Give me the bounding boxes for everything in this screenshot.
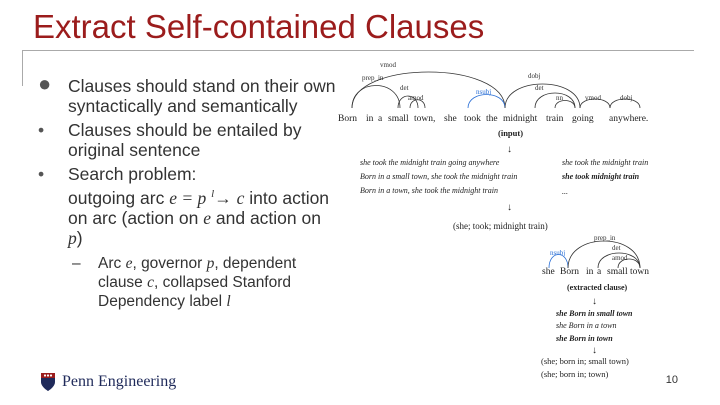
- down-arrow-icon: ↓: [592, 296, 597, 307]
- arc-label: vmod: [585, 94, 601, 102]
- arc-nn: [555, 101, 575, 109]
- penn-engineering-logo: [40, 369, 176, 395]
- bottom-sentence: [542, 267, 649, 277]
- arc-det: [598, 253, 640, 268]
- arc-det-2: [535, 93, 575, 108]
- word: going: [572, 114, 594, 124]
- arc-label: dobj: [620, 94, 633, 102]
- arc-label: nsubj: [550, 249, 566, 257]
- slide-title: Extract Self-contained Clauses: [33, 8, 485, 45]
- bullet-item: [38, 120, 338, 160]
- bullet-list: [38, 71, 338, 311]
- extracted-list: [555, 309, 633, 343]
- math-c: c: [147, 273, 155, 291]
- input-label: (input): [498, 128, 524, 138]
- math-c: c: [236, 187, 245, 208]
- candidate: she took the midnight train going anywhere: [360, 158, 500, 167]
- candidate-list-right: [561, 158, 648, 196]
- page-number: 10: [665, 374, 678, 386]
- down-arrow-icon: ↓: [507, 144, 512, 155]
- candidate-list-left: [360, 158, 517, 195]
- word: in: [366, 114, 374, 124]
- math-arrow: $^l$→: [211, 187, 232, 208]
- sub-bullet: [38, 254, 338, 311]
- sub-bullet-dash-icon: –: [72, 254, 81, 272]
- arc-nsubj: [549, 255, 568, 269]
- word: she: [444, 114, 457, 124]
- math-e: e: [203, 207, 212, 228]
- bullet-item: [38, 164, 338, 248]
- input-sentence: [338, 114, 648, 124]
- title-rule-vertical: [22, 50, 23, 86]
- arc-label: prep_in: [362, 74, 384, 82]
- word: a: [378, 114, 383, 124]
- arc-label: amod: [408, 94, 424, 102]
- sub-text: , dependent clause: [98, 254, 297, 291]
- word: took: [464, 114, 481, 124]
- math-l: l: [226, 292, 231, 310]
- arc-label: prep_in: [594, 234, 616, 242]
- down-arrow-icon: ↓: [592, 345, 597, 356]
- word: town,: [414, 114, 436, 124]
- candidate: ...: [562, 187, 568, 196]
- arc-amod: [618, 259, 640, 268]
- title-rule: [22, 50, 694, 51]
- arc-label: det: [400, 84, 409, 92]
- arc-prep-in: [352, 86, 400, 109]
- word: small: [388, 114, 409, 124]
- triples-list: [541, 356, 629, 379]
- candidate: Born in a small town, she took the midnight train: [360, 172, 518, 181]
- math-label-l: l: [211, 188, 215, 200]
- arc-amod: [410, 100, 425, 108]
- word: small: [607, 267, 628, 277]
- math-e: e: [125, 254, 133, 272]
- extracted-label: (extracted clause): [567, 283, 628, 292]
- bullet-dot-icon: ●: [38, 71, 52, 96]
- bullet-item: [38, 71, 338, 116]
- arc-label: nn: [556, 94, 563, 102]
- search-line3-post: ): [76, 227, 83, 248]
- word: Born: [338, 114, 357, 124]
- arc-vmod-2: [580, 99, 610, 108]
- word: Born: [560, 267, 579, 277]
- top-arcs: [352, 61, 640, 108]
- arc-label: amod: [612, 254, 628, 262]
- word: midnight: [503, 114, 538, 124]
- search-line2-post: and action on: [215, 207, 321, 228]
- penn-shield-icon: [40, 372, 56, 392]
- down-arrow-icon: ↓: [507, 202, 512, 213]
- arc-nsubj: [468, 95, 505, 109]
- search-line1-post: into action: [249, 187, 330, 208]
- extracted-item: she Born in small town: [556, 309, 633, 318]
- arc-label: dobj: [528, 72, 541, 80]
- math-e: e: [169, 187, 177, 208]
- bullet-text: Search problem:: [68, 164, 197, 184]
- search-line1-pre: outgoing arc: [68, 187, 165, 208]
- bullet-dot-icon: •: [38, 164, 45, 184]
- word: train: [546, 114, 564, 124]
- triple: (she; born in; town): [541, 369, 609, 379]
- arc-vmod: [352, 72, 505, 108]
- candidate: she took midnight train: [562, 172, 640, 181]
- word: she: [542, 267, 555, 277]
- word: a: [597, 267, 602, 277]
- bullet-text: Clauses should stand on their own syntactically and semantically: [68, 76, 336, 116]
- bottom-arcs: [549, 234, 640, 268]
- candidate: Born in a town, she took the midnight train: [360, 186, 498, 195]
- triple: (she; took; midnight train): [453, 221, 548, 231]
- arc-det: [398, 96, 418, 108]
- word: anywhere.: [609, 114, 649, 124]
- math-p: p: [206, 254, 215, 272]
- arc-label: vmod: [380, 61, 396, 69]
- word: in: [586, 267, 594, 277]
- math-eq-p: = p: [176, 187, 207, 208]
- sub-text: , governor: [132, 254, 203, 272]
- arc-label: det: [612, 244, 621, 252]
- arc-prep-in: [568, 241, 640, 268]
- sub-text: , collapsed Stanford Dependency label: [98, 273, 292, 310]
- extracted-item: she Born in town: [556, 334, 613, 343]
- arc-dobj: [505, 84, 580, 108]
- math-p: p: [68, 227, 77, 248]
- bullet-dot-icon: •: [38, 120, 45, 140]
- arc-label: nsubj: [476, 88, 492, 96]
- triple: (she; born in; small town): [541, 356, 629, 366]
- arc-label: det: [535, 84, 544, 92]
- logo-text: Penn Engineering: [62, 373, 177, 390]
- word: town: [630, 267, 649, 277]
- arc-dobj-2: [610, 99, 640, 108]
- word: the: [486, 114, 498, 124]
- extracted-item: she Born in a town: [556, 321, 617, 330]
- candidate: she took the midnight train: [562, 158, 649, 167]
- bullet-text: Clauses should be entailed by original sentence: [68, 120, 302, 160]
- search-line2-pre: on arc (action on: [68, 207, 199, 228]
- sub-text: Arc: [98, 254, 122, 272]
